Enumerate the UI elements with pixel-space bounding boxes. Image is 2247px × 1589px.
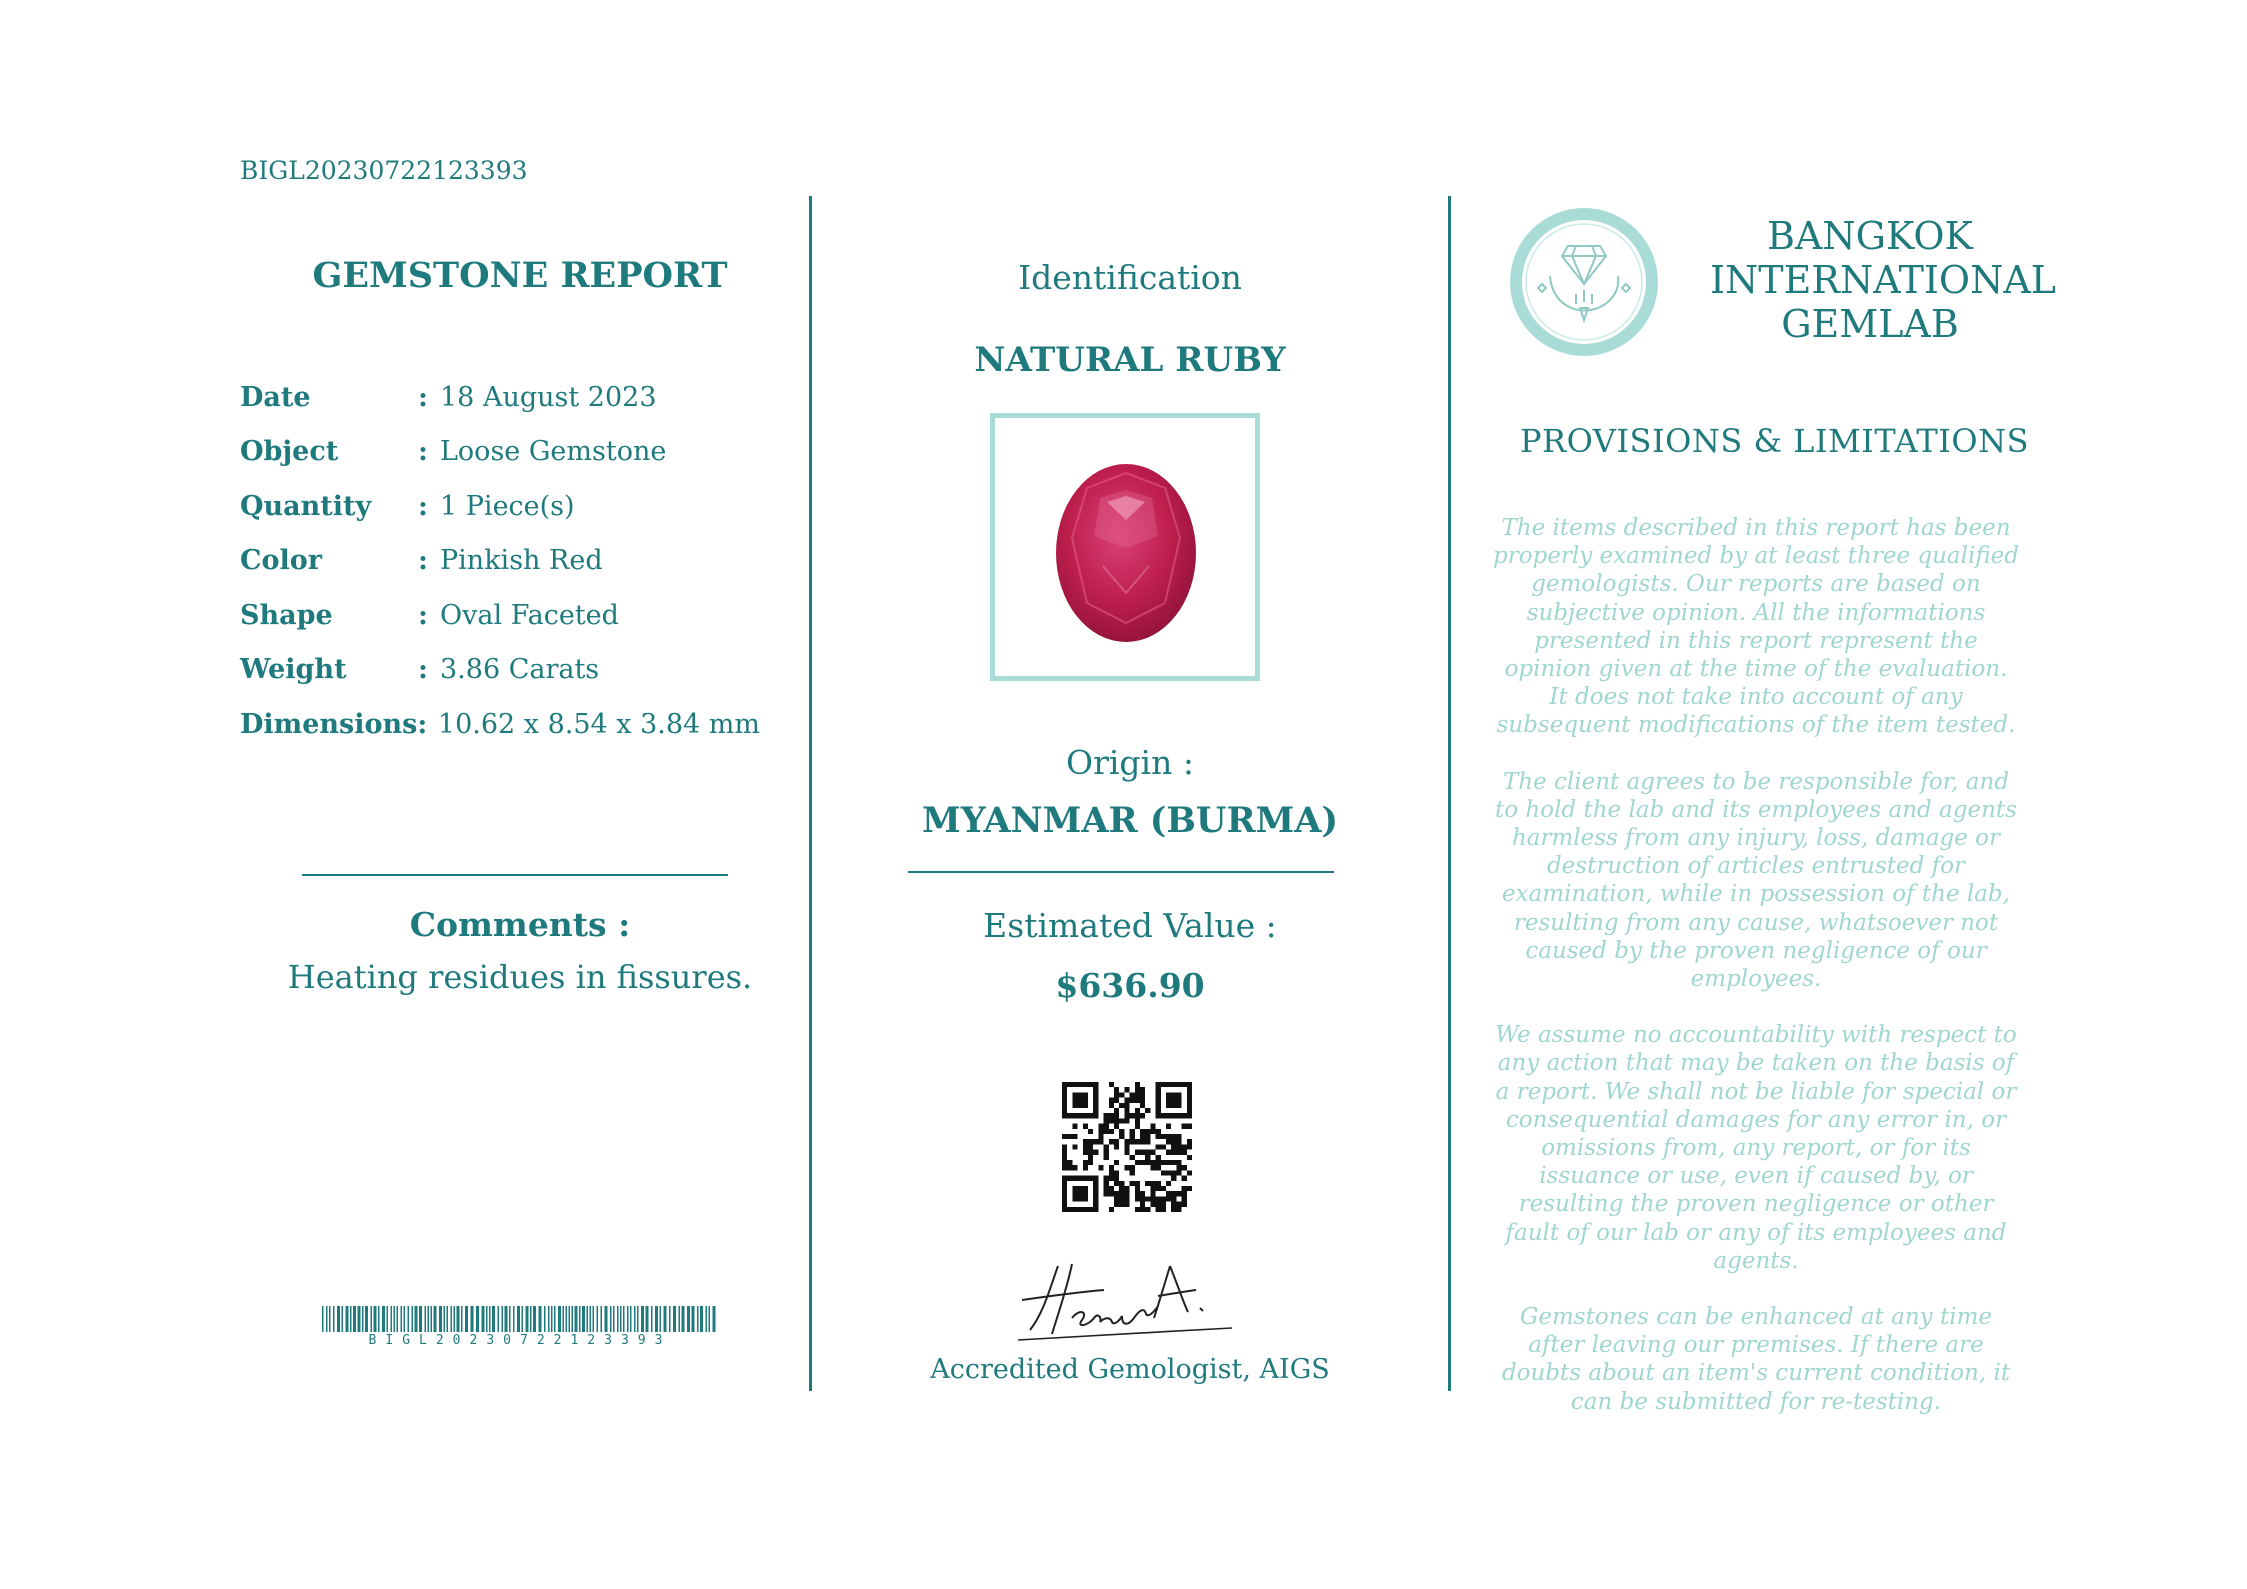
provisions-text bbox=[1492, 514, 2020, 1444]
ruby-gemstone-image bbox=[995, 418, 1255, 676]
property-value: Oval Faceted bbox=[440, 599, 619, 631]
estimated-value-label: Estimated Value : bbox=[983, 906, 1277, 945]
gemstone-photo-frame bbox=[990, 413, 1260, 681]
property-row: Shape : Oval Faceted bbox=[240, 588, 760, 643]
property-row: Dimensions : 10.62 x 8.54 x 3.84 mm bbox=[240, 708, 760, 740]
lab-seal-logo bbox=[1506, 204, 1662, 360]
property-value: 18 August 2023 bbox=[440, 381, 657, 413]
provision-paragraph: The client agrees to be responsible for, and to hold the lab and its employees and agents harmless from any injury, loss, damage or destruction of articles entrusted for examination, while in possession of the lab, resulting from any cause, whatsoever not caused by the proven negligence of our employees. bbox=[1495, 768, 2017, 993]
report-number: BIGL20230722123393 bbox=[240, 156, 528, 185]
provision-paragraph: Gemstones can be enhanced at any time after leaving our premises. If there are doubts about an item's current condition, it can be submitted for re-testing. bbox=[1501, 1304, 2011, 1415]
origin-value: MYANMAR (BURMA) bbox=[921, 800, 1339, 841]
property-row: Date : 18 August 2023 bbox=[240, 370, 760, 425]
property-row: Color : Pinkish Red bbox=[240, 534, 760, 589]
provisions-title: PROVISIONS & LIMITATIONS bbox=[1520, 422, 2029, 460]
comments-label: Comments : bbox=[409, 905, 631, 944]
lab-name-line: GEMLAB bbox=[1781, 302, 1959, 346]
column-divider bbox=[1448, 196, 1451, 1391]
barcode bbox=[322, 1306, 718, 1332]
property-label: Date bbox=[240, 381, 311, 413]
origin-label: Origin : bbox=[1066, 743, 1194, 782]
property-value: 3.86 Carats bbox=[440, 654, 600, 686]
property-row: Weight : 3.86 Carats bbox=[240, 643, 760, 698]
property-list bbox=[240, 370, 760, 752]
divider bbox=[908, 871, 1334, 873]
gemologist-title: Accredited Gemologist, AIGS bbox=[930, 1354, 1330, 1385]
provision-paragraph: We assume no accountability with respect to any action that may be taken on the basis of a report. We shall not be liable for special or consequential damages for any error in, or omissions from, any report, or for its issuance or use, even if caused by, or resulting the proven negligence or other fault of our lab or any of its employees and agents. bbox=[1495, 1022, 2017, 1274]
comments-text: Heating residues in fissures. bbox=[287, 958, 753, 996]
report-title: GEMSTONE REPORT bbox=[312, 255, 728, 296]
property-value: Loose Gemstone bbox=[440, 436, 667, 468]
provision-paragraph: The items described in this report has been properly examined by at least three qualified gemologists. Our reports are based on subjective opinion. All the informations presented in this report represent the opinion given at the time of the evaluation. It does not take into account of any subsequent modifications of the item tested. bbox=[1492, 515, 2020, 739]
property-value: 10.62 x 8.54 x 3.84 mm bbox=[437, 708, 760, 740]
property-label: Object bbox=[240, 436, 339, 468]
identification-label: Identification bbox=[1018, 258, 1242, 297]
divider bbox=[302, 874, 728, 876]
barcode-number: BIGL20230722123393 bbox=[368, 1333, 672, 1348]
property-label: Quantity bbox=[240, 490, 372, 522]
property-value: 1 Piece(s) bbox=[440, 490, 575, 522]
estimated-value: $636.90 bbox=[1055, 966, 1205, 1005]
lab-name bbox=[1710, 214, 2057, 346]
lab-name-line: INTERNATIONAL bbox=[1710, 258, 2057, 302]
qr-code[interactable] bbox=[1062, 1082, 1192, 1212]
property-label: Color bbox=[240, 545, 322, 577]
identification-value: NATURAL RUBY bbox=[974, 340, 1286, 380]
gemologist-signature bbox=[1010, 1252, 1240, 1342]
property-label: Dimensions bbox=[240, 708, 418, 740]
property-value: Pinkish Red bbox=[440, 545, 603, 577]
property-label: Shape bbox=[240, 599, 333, 631]
lab-name-line: BANGKOK bbox=[1767, 214, 1973, 258]
property-row: Quantity : 1 Piece(s) bbox=[240, 479, 760, 534]
property-row: Object : Loose Gemstone bbox=[240, 425, 760, 480]
property-label: Weight bbox=[240, 654, 347, 686]
